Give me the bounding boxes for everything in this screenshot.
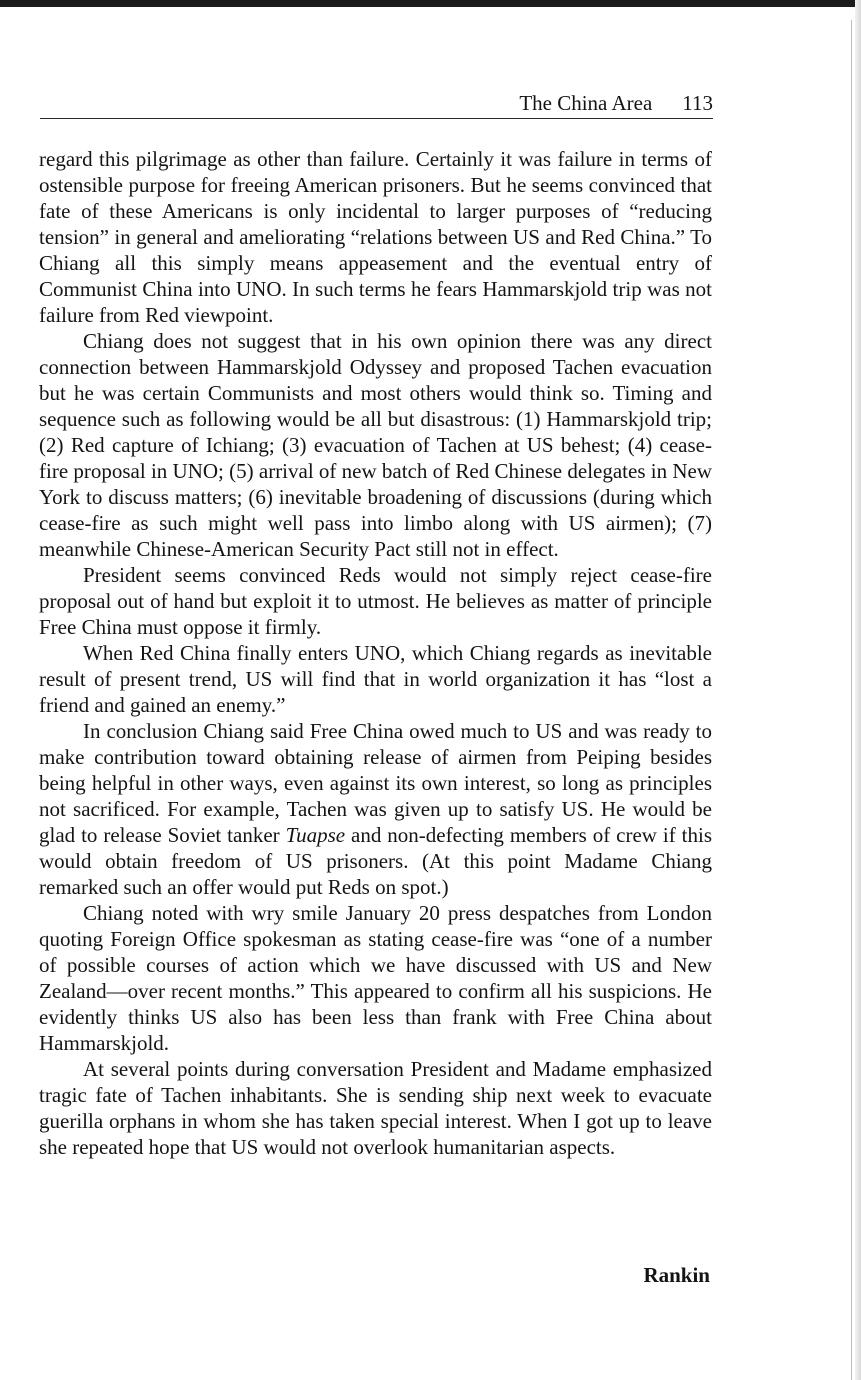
paragraph-text: At several points during conversation President and Madame emphasized tragic fate of Tachen inhabitants. She is sending ship next week to evacuate guerilla orphans in whom she has taken special interest. When I got up to leave she repeated hope that US would not overlook humanitarian aspects.	[39, 1057, 712, 1159]
paragraph	[39, 562, 712, 640]
running-head	[40, 90, 713, 119]
paragraph	[39, 900, 712, 1056]
paragraph-text: Chiang noted with wry smile January 20 press despatches from London quoting Foreign Office spokesman as stating cease-fire was “one of a number of possible courses of action which we have discussed with US and New Zealand—over recent months.” This appeared to confirm all his suspicions. He evidently thinks US also has been less than frank with Free China about Hammarskjold.	[39, 901, 712, 1055]
scan-gutter-line	[851, 20, 852, 1380]
paragraph-text: When Red China finally enters UNO, which Chiang regards as inevitable result of present trend, US will find that in world organization it has “lost a friend and gained an enemy.”	[39, 641, 712, 717]
scan-top-border	[0, 0, 861, 7]
paragraph	[39, 328, 712, 562]
paragraph	[39, 1056, 712, 1160]
signature: Rankin	[643, 1263, 710, 1287]
paragraph-text: President seems convinced Reds would not simply reject cease-fire proposal out of hand but exploit it to utmost. He believes as matter of principle Free China must oppose it firmly.	[39, 563, 712, 639]
paragraph-continued	[39, 146, 712, 328]
ship-name: Tuapse	[285, 823, 346, 847]
body-text	[39, 146, 712, 1160]
running-head-title: The China Area	[519, 91, 653, 115]
page-number: 113	[682, 91, 713, 115]
paragraph-text: and non-defecting members of crew if this would obtain freedom of US prisoners. (At this point Madame Chiang remarked such an offer would put Reds on spot.)	[39, 823, 712, 899]
paragraph-text: regard this pilgrimage as other than failure. Certainly it was failure in terms of ostensible purpose for freeing American prisoners. But he seems convinced that fate of these Americans is only incidental to larger purposes of “reducing tension” in general and ameliorating “relations between US and Red China.” To Chiang all this simply means appeasement and the eventual entry of Communist China into UNO. In such terms he fears Hammarskjold trip was not failure from Red viewpoint.	[39, 147, 712, 327]
paragraph	[39, 718, 712, 900]
scan-right-edge	[855, 0, 861, 1380]
paragraph	[39, 640, 712, 718]
paragraph-text: In conclusion Chiang said Free China owed much to US and was ready to make contribution toward obtaining release of airmen from Peiping besides being helpful in other ways, even against its own interest, so long as principles not sacrificed. For example, Tachen was given up to satisfy US. He would be glad to release Soviet tanker	[39, 719, 712, 847]
paragraph-text: Chiang does not suggest that in his own opinion there was any direct connection between Hammarskjold Odyssey and proposed Tachen evacuation but he was certain Communists and most others would think so. Timing and sequence such as following would be all but disastrous: (1) Hammarskjold trip; (2) Red capture of Ichiang; (3) evacuation of Tachen at US behest; (4) cease-fire proposal in UNO; (5) arrival of new batch of Red Chinese delegates in New York to discuss matters; (6) inevitable broadening of discussions (during which cease-fire as such might well pass into limbo along with US airmen); (7) meanwhile Chinese-American Security Pact still not in effect.	[39, 329, 712, 561]
